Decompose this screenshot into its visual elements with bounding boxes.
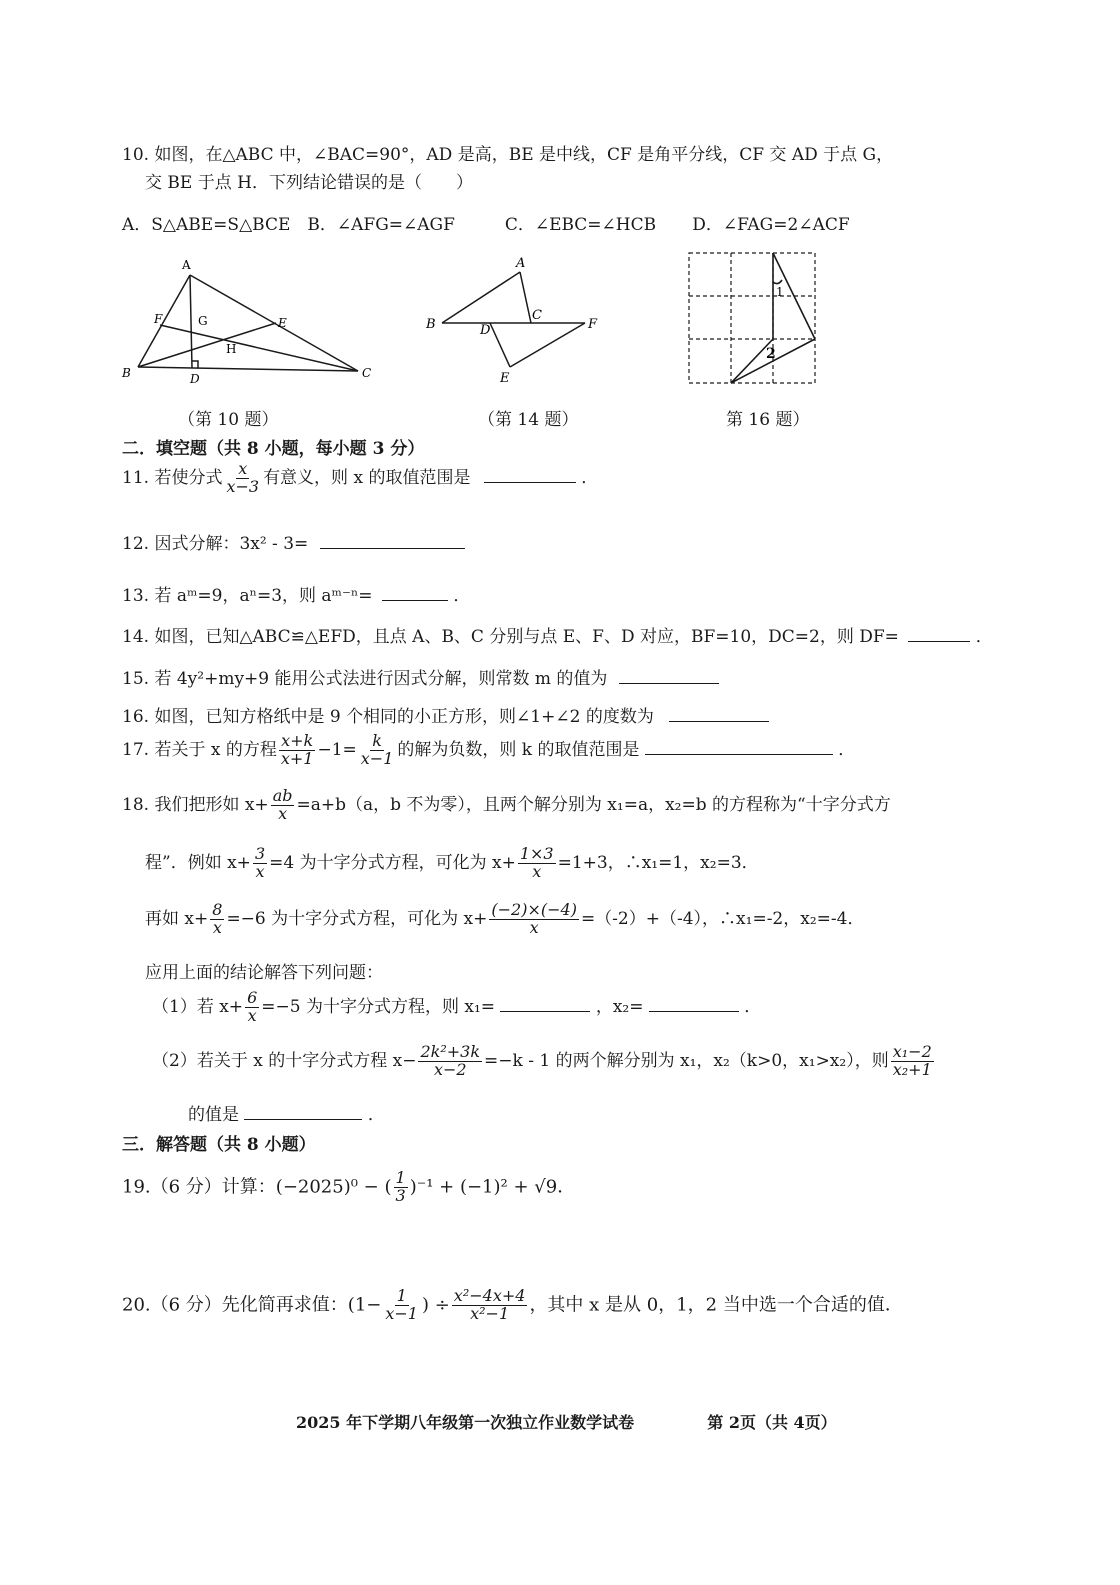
fig10-label-a: A [182,258,191,272]
q16-text: 16. 如图，已知方格纸中是 9 个相同的小正方形，则∠1+∠2 的度数为 [122,707,654,727]
q15-text: 15. 若 4y²+my+9 能用公式法进行因式分解，则常数 m 的值为 [122,669,608,689]
fig14-side-ab [442,272,520,323]
q18-p2-answer-blank[interactable] [244,1105,362,1120]
footer-title: 2025 年下学期八年级第一次独立作业数学试卷 [296,1413,635,1432]
q18-p1-text: =−5 为十字分式方程，则 x₁= [261,996,496,1017]
q14-end: ． [975,627,993,647]
q12-text: 12. 因式分解：3x² - 3= [122,534,309,554]
q20-denominator-2: x²−1 [470,1303,510,1323]
q18-l2-denominator-2: x [532,861,542,881]
q14-text: 14. 如图，已知△ABC≌△EFD，且点 A、B、C 分别与点 E、F、D 对应，BF=10，DC=2，则 DF= [122,627,899,647]
q19-fraction [394,1170,408,1205]
q18-p1-separator: ，x₂= [595,996,644,1017]
fig10-bisector-cf [160,325,358,371]
q17-fraction-left [279,733,316,768]
q20-middle: ) ÷ [421,1294,450,1316]
fig14-label-a: A [516,256,526,271]
q18-l1-fraction [271,788,295,823]
q18-line1 [122,788,891,823]
fig10-label-c: C [362,366,372,380]
q11-answer-blank[interactable] [484,468,576,483]
q18-p1-answer-blank-x1[interactable] [500,997,590,1012]
fig14-side-ac [520,272,531,323]
q17-numerator-right: k [372,731,382,750]
fig14-label-b: B [426,317,436,332]
q18-l3-prefix: 再如 x+ [145,908,209,929]
q18-p2-fraction-2 [891,1044,934,1079]
fig14-label-f: F [588,317,598,332]
q19-denominator: 3 [395,1185,406,1205]
fig14-label-d: D [480,323,491,338]
figure-14 [420,252,610,392]
q20 [122,1288,903,1323]
q18-l3-middle: =−6 为十字分式方程，可化为 x+ [226,908,488,929]
q18-p1-numerator: 6 [247,988,258,1007]
q11-denominator: x−3 [226,476,260,496]
q18-l1-text: =a+b（a，b 不为零），且两个解分别为 x₁=a，x₂=b 的方程称为“十字分式方 [296,794,891,815]
q12-answer-blank[interactable] [320,534,465,549]
q20-text: ，其中 x 是从 0，1，2 当中选一个合适的值． [529,1294,903,1316]
q18-l3-numerator-1: 8 [212,900,223,919]
fig14-side-de [490,323,510,367]
q18-p2-fraction [418,1044,482,1079]
q17-numerator-left: x+k [281,731,314,750]
option-d: D．∠FAG=2∠ACF [692,215,850,235]
q17-denominator-left: x+1 [280,748,314,768]
q19-text: 19.（6 分）计算：(−2025)⁰ − ( [122,1176,392,1198]
q18-l1-denominator: x [278,803,288,823]
fig14-side-ef [510,323,585,367]
q11-numerator: x [238,459,248,478]
q17-denominator-right: x−1 [360,748,394,768]
q18-p2-line2-text: 的值是 [188,1105,239,1125]
option-b: B．∠AFG=∠AGF [307,215,455,235]
fig16-label-1: 1 [776,285,784,299]
q18-l2-numerator-2: 1×3 [519,844,554,863]
q19 [122,1170,575,1205]
q20-fraction-1 [383,1288,420,1323]
q11-text: 有意义，则 x 的取值范围是 [263,467,471,488]
q20-prefix: 20.（6 分）先化简再求值：(1− [122,1294,382,1316]
fig10-label-b: B [122,366,131,380]
fig10-right-angle-mark [192,361,198,368]
q18-part1 [152,990,761,1025]
q18-l3-fraction-2 [489,902,579,937]
q18-p2-text: =−k - 1 的两个解分别为 x₁，x₂（k>0，x₁>x₂），则 [484,1050,889,1071]
q12 [122,529,465,554]
fig16-angle1-arc [773,280,782,284]
q18-l2-numerator-1: 3 [254,844,266,863]
fig10-label-d: D [190,372,200,386]
q18-l3-numerator-2: (−2)×(−4) [491,900,577,919]
q18-line2 [145,846,759,881]
q18-l1-prefix: 18. 我们把形如 x+ [122,794,269,815]
fig10-label-h: H [226,342,237,356]
q17-end: ． [838,739,856,760]
fig16-label-2: 2 [766,346,776,362]
fig10-label-e: E [278,316,287,330]
q18-p2-prefix: （2）若关于 x 的十字分式方程 x− [152,1050,417,1071]
q18-p2-denominator-2: x₂+1 [892,1059,932,1079]
section-3-title: 三．解答题（共 8 小题） [122,1135,316,1155]
q15-answer-blank[interactable] [619,669,719,684]
q17 [122,733,855,768]
q18-l2-fraction-2 [518,846,556,881]
q18-p1-answer-blank-x2[interactable] [649,997,739,1012]
q18-l2-middle: =4 为十字分式方程，可化为 x+ [269,852,516,873]
q17-text: 的解为负数，则 k 的取值范围是 [397,739,640,760]
q18-l3-text: =（-2）+（-4），∴x₁=-2，x₂=-4． [580,908,865,929]
q10-line1: 10. 如图，在△ABC 中，∠BAC=90°，AD 是高，BE 是中线，CF 是角平分线，CF 交 AD 于点 G， [122,145,894,165]
q18-p2-numerator-2: x₁−2 [892,1042,932,1061]
q13-answer-blank[interactable] [382,586,448,601]
q18-l2-denominator-1: x [255,861,265,881]
q18-l2-fraction-1 [253,846,267,881]
q18-l2-prefix: 程”．例如 x+ [145,852,251,873]
fig14-label-c: C [532,308,542,323]
q13-text: 13. 若 aᵐ=9，aⁿ=3，则 aᵐ⁻ⁿ= [122,586,373,606]
q18-p1-denominator: x [247,1005,257,1025]
q18-l1-numerator: ab [272,786,293,805]
fig10-label-f: F [154,312,163,326]
fig16-grid-border [689,253,815,383]
q18-p1-end: ． [744,996,762,1017]
option-a: A．S△ABE=S△BCE [122,215,291,235]
section-2-title: 二．填空题（共 8 小题，每小题 3 分） [122,439,425,459]
q20-denominator-1: x−1 [385,1303,418,1323]
q17-middle: −1= [317,739,357,760]
fig10-altitude-ad [190,275,192,368]
option-c: C．∠EBC=∠HCB [504,215,657,235]
q18-p1-prefix: （1）若 x+ [152,996,244,1017]
q14-answer-blank[interactable] [908,627,970,642]
fig10-side-bc [138,367,358,371]
q10-line2: 交 BE 于点 H．下列结论错误的是（ ） [145,173,473,193]
q18-l3-fraction-1 [210,902,224,937]
figure-10 [118,255,378,390]
q20-fraction-2 [452,1288,528,1323]
q15 [122,664,719,689]
q18-p1-fraction [245,990,259,1025]
footer [296,1410,837,1433]
q16 [122,702,769,727]
q18-line3 [145,902,864,937]
q18-l2-text: =1+3，∴x₁=1，x₂=3． [557,852,759,873]
fig10-label-g: G [198,314,208,328]
q18-l3-denominator-2: x [529,917,539,937]
q20-numerator-2: x²−4x+4 [453,1286,526,1305]
footer-page-number: 第 2页（共 4页） [707,1413,837,1432]
q20-numerator-1: 1 [396,1286,407,1305]
q18-p2-numerator: 2k²+3k [420,1042,481,1061]
q11-fraction [224,461,261,496]
q17-fraction-right [359,733,396,768]
q11-end: ． [581,467,599,488]
q18-p2-end: ． [367,1105,385,1125]
q14 [122,622,993,647]
fig14-label-e: E [500,371,510,386]
q18-line4: 应用上面的结论解答下列问题： [145,963,383,983]
q18-l3-denominator-1: x [212,917,222,937]
q10-options [122,210,850,235]
fig10-caption: （第 10 题） [178,410,279,430]
q13-end: ． [453,586,471,606]
q11-prefix: 11. 若使分式 [122,467,223,488]
q13 [122,581,470,606]
q16-answer-blank[interactable] [669,707,769,722]
fig14-caption: （第 14 题） [478,410,579,430]
q18-p2-denominator: x−2 [433,1059,467,1079]
q11 [122,461,598,496]
figure-16 [686,250,822,390]
q19-numerator: 1 [395,1168,406,1187]
q18-part2-line2 [188,1100,385,1125]
q17-answer-blank[interactable] [645,740,833,755]
fig16-caption: 第 16 题） [726,410,810,430]
q18-part2 [152,1044,936,1079]
q19-text-end: )⁻¹ + (−1)² + √9． [409,1176,576,1198]
q17-prefix: 17. 若关于 x 的方程 [122,739,277,760]
